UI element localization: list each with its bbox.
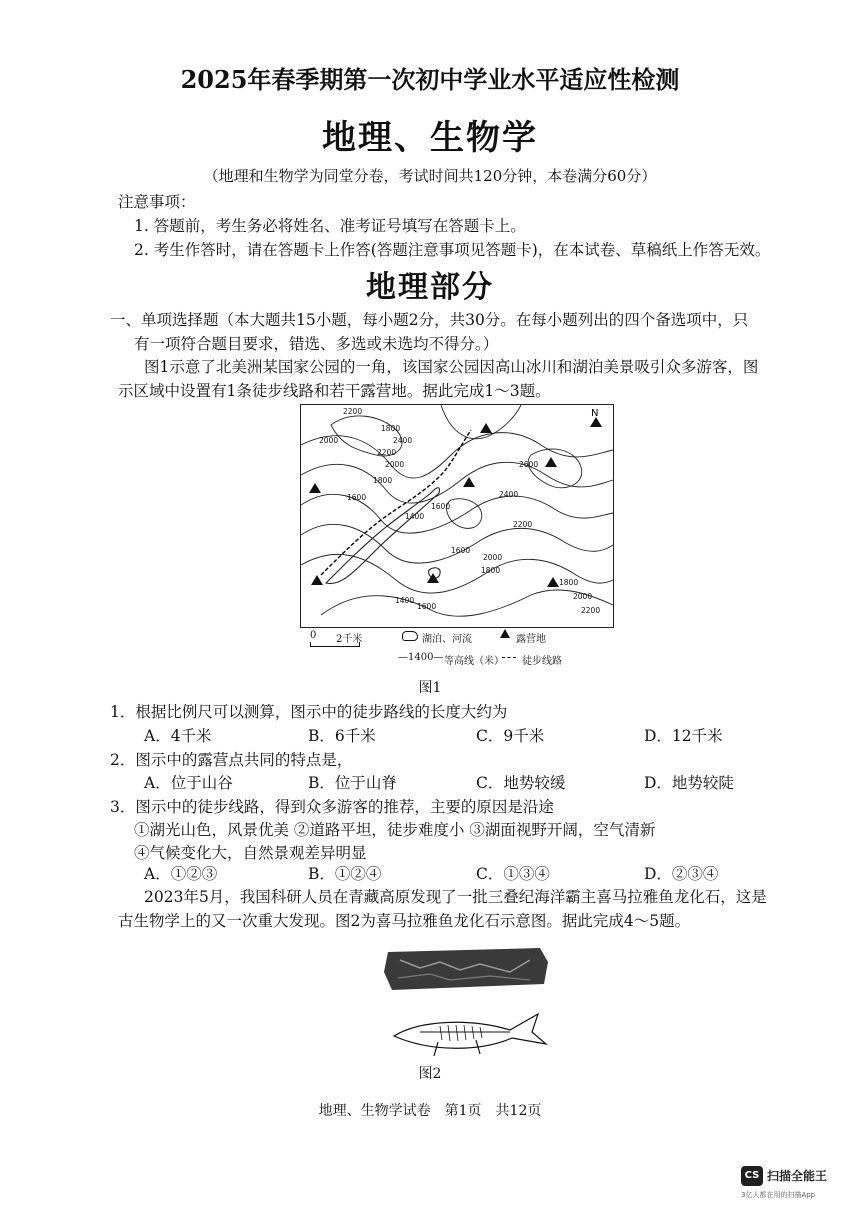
fossil-figure [380,940,556,1062]
contour-label: 1600 [431,502,451,511]
intro-paragraph-cont: 示区域中设置有1条徒步线路和若干露营地。据此完成1～3题。 [118,382,551,400]
part1-instructions-cont: 有一项符合题目要求，错选、多选或未选均不得分。） [134,335,499,353]
scanner-brand: 扫描全能王 [767,1169,828,1183]
contour-label: 2200 [581,606,601,615]
legend-lake: 湖泊、河流 [422,634,472,645]
question-stem: 2．图示中的露营点共同的特点是， [110,751,353,769]
contour-line [301,554,613,593]
contour-label: 2400 [393,436,413,445]
contour-label: 1800 [481,566,501,575]
contour-label: 2200 [343,407,363,416]
contour-label: 1400 [405,512,425,521]
scale-bar [310,642,360,647]
ichthyosaur-ribs [440,1025,482,1041]
figure-caption: 图1 [418,680,442,696]
part1-line: 一、单项选择题（本大题共15小题，每小题2分，共30分。在每小题列出的四个备选项中，只 [110,311,749,329]
fossil-rock-slab [384,948,548,990]
note-item: 1. 答题前，考生务必将姓名、准考证号填写在答题卡上。 [134,217,526,235]
camp-icon [463,477,475,487]
lake-icon [402,631,418,641]
scanner-logo-icon: CS [741,1166,763,1186]
camp-icon [480,423,492,433]
legend-contour-sample: —1400— [398,652,444,663]
contour-label: 2000 [483,553,503,562]
legend-trail: 徒步线路 [522,656,562,667]
contour-label: 1800 [381,424,401,433]
scanner-watermark [741,1166,851,1206]
intro-paragraph: 图1示意了北美洲某国家公园的一角，该国家公园因高山冰川和湖泊美景吸引众多游客，图 [144,358,759,376]
contour-label: 2200 [513,520,533,529]
contour-line [441,405,521,439]
contour-label: 2400 [499,490,519,499]
contour-map [300,404,614,628]
scanner-slogan: 3亿人都在用的扫描App [741,1191,816,1199]
figure-caption: 图2 [418,1066,442,1082]
question-statement: ①湖光山色，风景优美 ②道路平坦，徒步难度小 ③湖面视野开阔，空气清新 [134,821,656,839]
option-b: B．6千米 [308,727,376,745]
camp-icon [311,575,323,585]
question-stem: 3．图示中的徒步线路，得到众多游客的推荐，主要的原因是沿途 [110,798,554,816]
exam-subtitle: （地理和生物学为同堂分卷，考试时间共120分钟，本卷满分60分） [203,167,657,185]
contour-label: 1600 [347,493,367,502]
camp-icon [547,577,559,587]
scale-zero: 0 [310,630,317,641]
contour-label: 1800 [373,476,393,485]
option-c: C．9千米 [476,727,545,745]
camp-icon [500,629,510,638]
section-title: 地理部分 [366,270,494,305]
contour-line [301,433,613,478]
page-footer: 地理、生物学试卷 第1页 共12页 [318,1103,542,1119]
contour-label: 1600 [417,602,437,611]
exam-title: 2025年春季期第一次初中学业水平适应性检测 [180,65,680,94]
campsite-markers [309,417,602,587]
contour-label: 2000 [573,592,593,601]
subject-title: 地理、生物学 [322,118,538,158]
contour-line [301,524,613,563]
option-c: C．①③④ [476,865,550,883]
ichthyosaur-outline [394,1014,546,1048]
intro-paragraph-cont: 古生物学上的又一次重大发现。图2为喜马拉雅鱼龙化石示意图。据此完成4～5题。 [118,912,691,930]
camp-icon [545,457,557,467]
map-legend [300,628,620,670]
question-stem: 1．根据比例尺可以测算，图示中的徒步路线的长度大约为 [110,703,508,721]
trail-icon [502,657,516,658]
option-d: D．②③④ [644,865,719,883]
legend-camp: 露营地 [516,634,546,645]
option-a: A．4千米 [144,727,212,745]
contour-label: 2000 [385,460,405,469]
part1-instructions [110,308,748,332]
contour-label: 1800 [559,578,579,587]
option-b: B．位于山脊 [308,774,397,792]
contour-line [447,499,482,529]
intro-paragraph: 2023年5月，我国科研人员在青藏高原发现了一批三叠纪海洋霸主喜马拉雅鱼龙化石，这是 [144,888,767,906]
contour-label: 1400 [395,596,415,605]
note-item: 2. 考生作答时，请在答题卡上作答(答题注意事项见答题卡)，在本试卷、草稿纸上作答无效。 [134,241,771,259]
contour-label: 2200 [377,448,397,457]
camp-icon [309,483,321,493]
option-a: A．位于山谷 [144,774,233,792]
option-b: B．①②④ [308,865,382,883]
contour-label: 2000 [319,436,339,445]
notes-label: 注意事项： [118,193,196,211]
contour-line [321,590,613,616]
scale-km: 2千米 [336,634,363,645]
option-d: D．12千米 [644,727,723,745]
compass-north: N [591,408,599,419]
legend-contour: 等高线（米） [444,656,504,667]
question-statement: ④气候变化大，自然景观差异明显 [134,844,367,862]
option-a: A．①②③ [144,865,218,883]
option-d: D．地势较陡 [644,774,734,792]
option-c: C．地势较缓 [476,774,566,792]
contour-label: 1600 [451,546,471,555]
contour-label: 2600 [519,460,539,469]
